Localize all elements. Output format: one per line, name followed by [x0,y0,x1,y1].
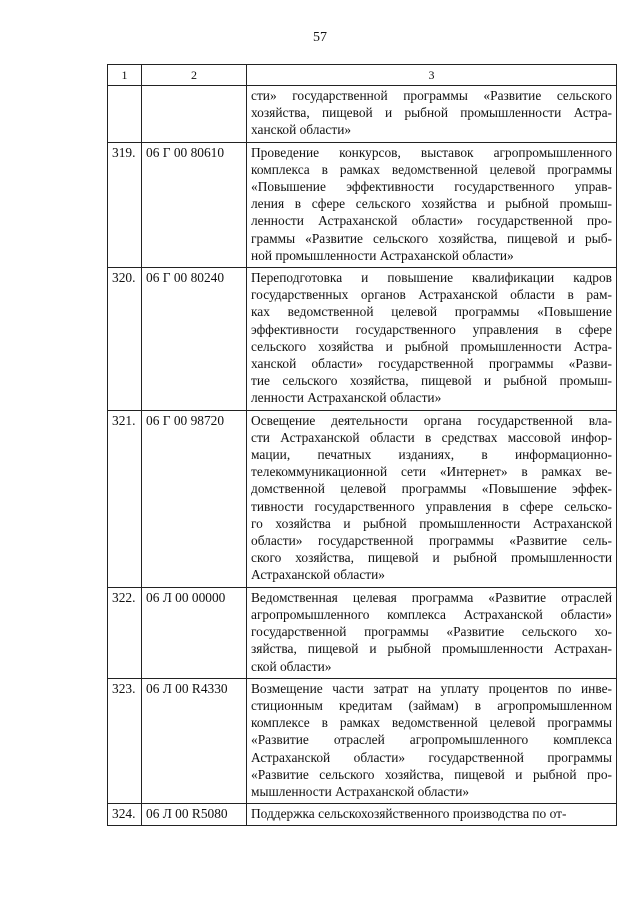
description-line: сельского хозяйства и рыбной промышленности Астра- [251,338,612,354]
description-line: тие сельского хозяйства, пищевой и рыбной промыш- [251,373,612,389]
description-line: «Повышение эффективности государственного управ- [251,179,612,195]
description-line: сти» государственной программы «Развитие сельского [251,88,612,103]
column-header-code: 2 [142,65,247,86]
row-description [247,268,617,411]
description-line: «Развитие отраслей агропромышленного комплекса [251,732,612,748]
description-line: хозяйства, пищевой и рыбной промышленности Астра- [251,105,612,121]
description-line: зяйства, пищевой и рыбной промышленности Астрахан- [251,641,612,657]
row-description [247,86,617,143]
row-number: 324. [108,804,142,826]
description-line: Поддержка сельскохозяйственного производства по от- [251,806,567,822]
row-description [247,410,617,587]
table-body [108,86,617,826]
row-description [247,587,617,678]
description-line: Ведомственная целевая программа «Развитие отраслей [251,589,612,605]
row-description [247,142,617,267]
description-line: ленности Астраханской области» [251,390,442,406]
column-header-number: 1 [108,65,142,86]
description-line: мышленности Астраханской области» [251,783,470,799]
description-line: Возмещение части затрат на уплату процентов по инве- [251,680,612,696]
description-line: ханской области» [251,122,352,138]
table-row [108,804,617,826]
table-row [108,587,617,678]
description-line: го хозяйства и рыбной промышленности Астраханской [251,515,612,531]
budget-code: 06 Г 00 80610 [142,142,247,267]
table-row [108,410,617,587]
budget-classification-table [107,64,617,826]
budget-code: 06 Л 00 R5080 [142,804,247,826]
row-description [247,678,617,803]
description-line: ной промышленности Астраханской области» [251,247,514,263]
table-row [108,678,617,803]
description-line: домственной целевой программы «Повышение эффек- [251,481,612,497]
row-number: 319. [108,142,142,267]
description-line: ленности Астраханской области» государственной про- [251,213,612,229]
description-line: Проведение конкурсов, выставок агропромышленного [251,144,612,160]
description-line: граммы «Развитие сельского хозяйства, пищевой и рыб- [251,230,612,246]
row-description [247,804,617,826]
description-line: ской области» [251,658,332,674]
description-line: ского хозяйства, пищевой и рыбной промышленности [251,550,612,566]
description-line: «Развитие сельского хозяйства, пищевой и рыбной про- [251,766,612,782]
budget-code: 06 Г 00 80240 [142,268,247,411]
description-line: государственной программы «Развитие сельского хо- [251,624,612,640]
row-number: 321. [108,410,142,587]
row-number: 320. [108,268,142,411]
page-number: 57 [313,30,327,45]
budget-code: 06 Г 00 98720 [142,410,247,587]
table-row [108,142,617,267]
row-number [108,86,142,143]
description-line: Переподготовка и повышение квалификации кадров [251,270,612,286]
description-line: сти Астраханской области в средствах массовой инфор- [251,429,612,445]
description-line: комплекса в рамках ведомственной целевой программы [251,161,612,177]
budget-code [142,86,247,143]
description-line: Астраханской области» [251,567,385,583]
budget-code: 06 Л 00 R4330 [142,678,247,803]
description-line: комплексе в рамках ведомственной целевой программы [251,715,612,731]
description-line: мации, печатных изданиях, в информационно- [251,447,612,463]
column-header-description: 3 [247,65,617,86]
description-line: ках ведомственной целевой программы «Повышение [251,304,612,320]
description-line: агропромышленного комплекса Астраханской области» [251,606,612,622]
description-line: тивности государственного управления в сфере сельско- [251,498,612,514]
description-line: Освещение деятельности органа государственной вла- [251,412,612,428]
description-line: стиционным кредитам (займам) в агропромышленном [251,697,612,713]
description-line: телекоммуникационной сети «Интернет» в рамках ве- [251,464,612,480]
table-header-row [108,65,617,86]
description-line: Астраханской области» государственной программы [251,749,612,765]
table-row [108,268,617,411]
description-line: эффективности государственного управления в сфере [251,321,612,337]
table-row [108,86,617,143]
row-number: 322. [108,587,142,678]
description-line: государственных органов Астраханской области в рам- [251,287,612,303]
description-line: области» государственной программы «Развитие сель- [251,533,612,549]
budget-code: 06 Л 00 00000 [142,587,247,678]
description-line: ханской области» государственной программы «Разви- [251,356,612,372]
row-number: 323. [108,678,142,803]
description-line: ления в сфере сельского хозяйства и рыбной промыш- [251,196,612,212]
